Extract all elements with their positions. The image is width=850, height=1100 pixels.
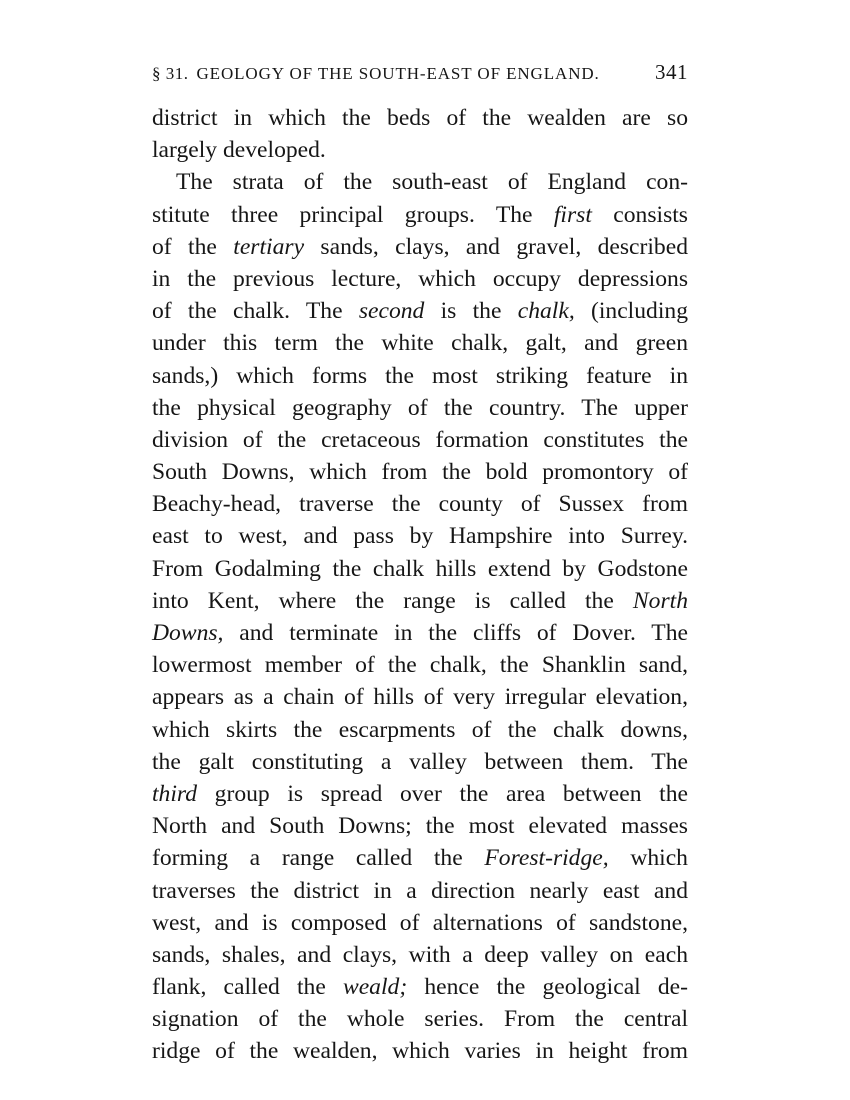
text-line: under this term the white chalk, galt, and green (152, 330, 688, 357)
text-line: Beachy-head, traverse the county of Sussex from (152, 491, 688, 518)
text-line: third group is spread over the area between the (152, 780, 688, 807)
text-line: into Kent, where the range is called the North (152, 587, 688, 614)
text-line: flank, called the weald; hence the geological de- (152, 974, 689, 1001)
italic-term: Downs, (152, 620, 224, 646)
italic-term: chalk, (517, 298, 575, 325)
text-line: Downs, and terminate in the cliffs of Dover. The (152, 620, 688, 646)
text-line: sands, shales, and clays, with a deep valley on each (152, 941, 688, 968)
text-line: of the tertiary sands, clays, and gravel, described (152, 233, 689, 260)
text-line: which skirts the escarpments of the chalk downs, (152, 716, 688, 743)
text-line: division of the cretaceous formation constitutes the (152, 426, 688, 453)
text-line: lowermost member of the chalk, the Shanklin sand, (152, 652, 688, 679)
body-text (152, 102, 688, 1068)
chapter-title: GEOLOGY OF THE SOUTH-EAST OF ENGLAND. (196, 64, 600, 83)
text-line: stitute three principal groups. The first consists (152, 201, 688, 228)
text-line: east to west, and pass by Hampshire into Surrey. (152, 523, 688, 550)
text-line: the physical geography of the country. The upper (152, 394, 688, 421)
text-line: North and South Downs; the most elevated masses (152, 813, 688, 840)
running-head-title (152, 64, 600, 84)
italic-term: third (152, 780, 198, 807)
text-line: appears as a chain of hills of very irregular elevation, (152, 684, 688, 711)
italic-term: first (553, 201, 592, 228)
text-line: the galt constituting a valley between them. The (152, 748, 688, 775)
text-line: From Godalming the chalk hills extend by Godstone (152, 555, 688, 582)
text-line: forming a range called the Forest-ridge, which (152, 845, 688, 872)
text-line: in the previous lecture, which occupy depressions (152, 265, 688, 292)
text-line: of the chalk. The second is the chalk, (including (152, 298, 688, 325)
italic-term: tertiary (233, 233, 305, 260)
text-line: traverses the district in a direction nearly east and (152, 877, 688, 904)
running-head (152, 60, 688, 90)
italic-term: North (632, 587, 688, 614)
text-line: ridge of the wealden, which varies in height from (152, 1038, 688, 1065)
section-number: § 31. (152, 64, 189, 83)
text-line: South Downs, which from the bold promontory of (152, 459, 688, 486)
italic-term: second (358, 298, 425, 325)
text-line: west, and is composed of alternations of sandstone, (152, 909, 688, 936)
text-line: largely developed. (152, 137, 326, 164)
text-line: The strata of the south-east of England con- (176, 169, 688, 196)
text-line: sands,) which forms the most striking feature in (152, 362, 688, 389)
italic-term: Forest-ridge, (484, 845, 609, 872)
page-number: 341 (655, 60, 688, 84)
italic-term: weald; (342, 974, 408, 1001)
text-line: district in which the beds of the wealden are so (152, 105, 688, 131)
text-line: signation of the whole series. From the central (152, 1006, 688, 1033)
